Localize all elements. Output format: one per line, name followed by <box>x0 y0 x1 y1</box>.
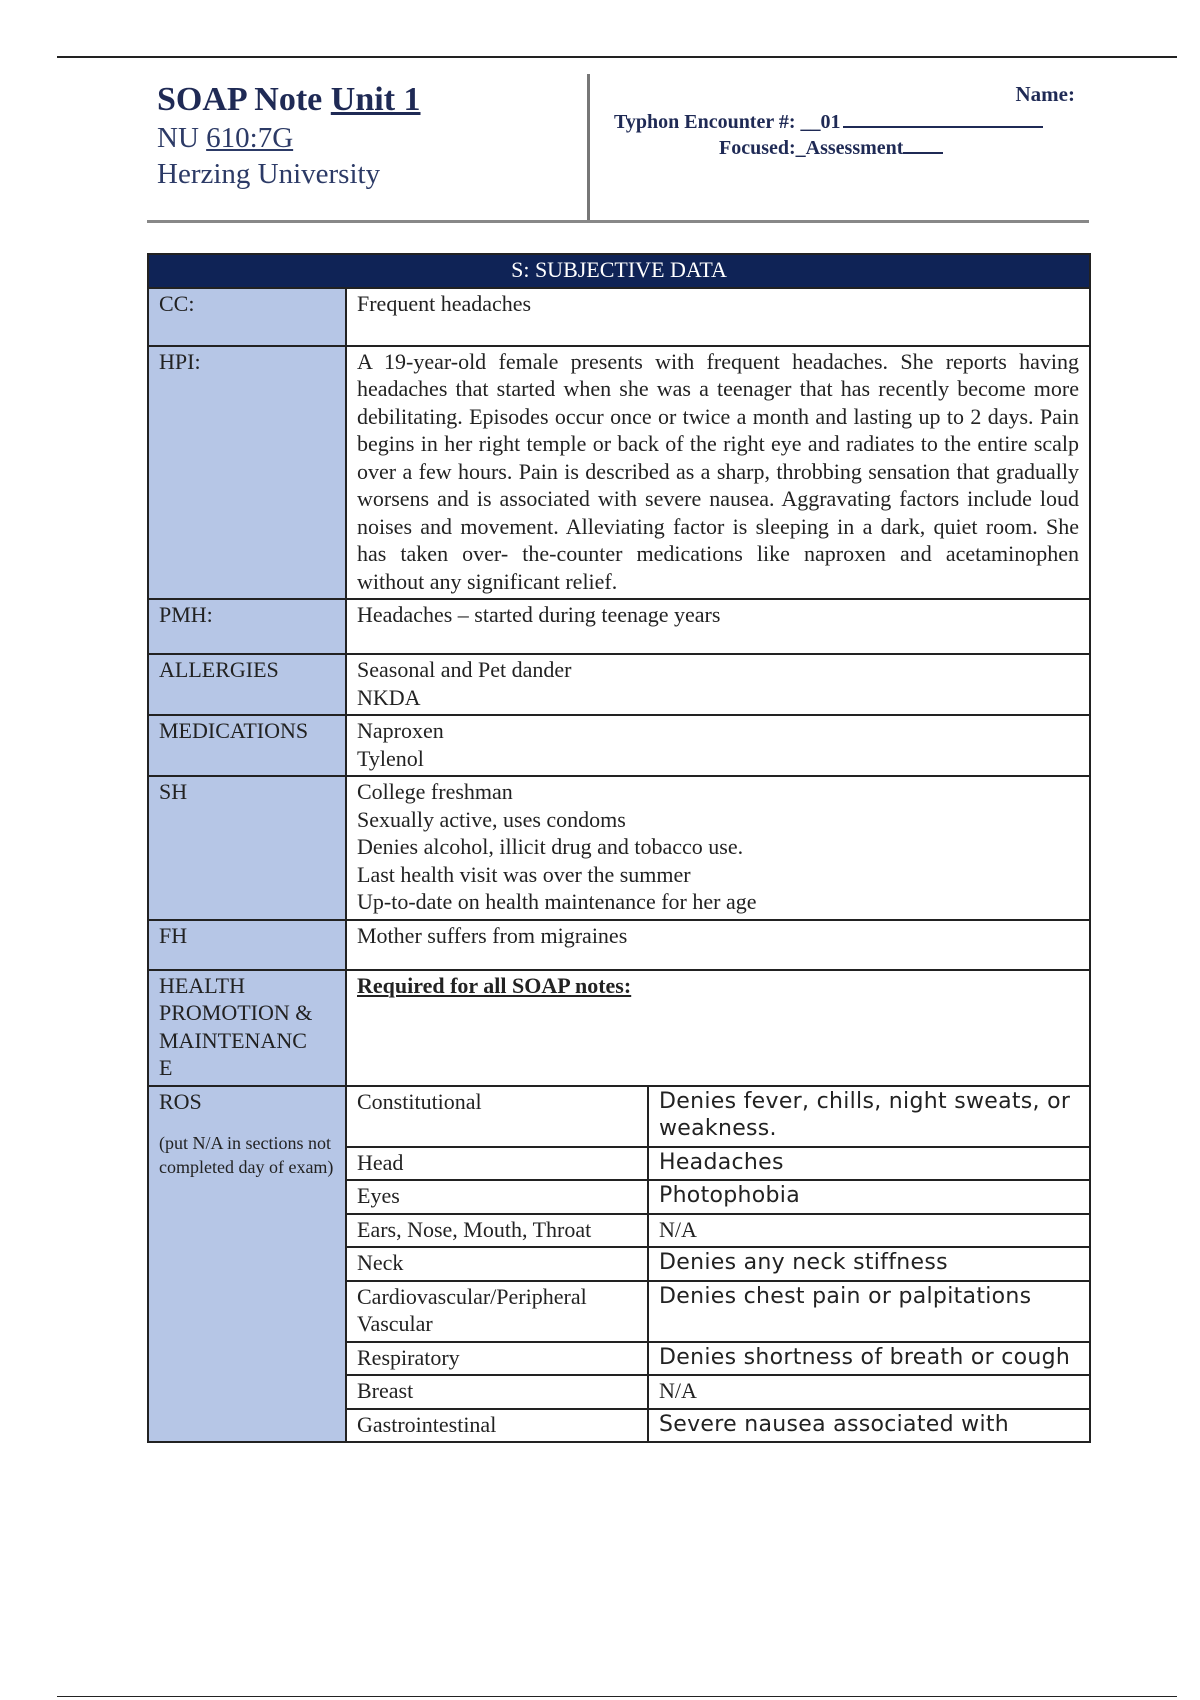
course-line: NU 610:7G <box>157 122 294 154</box>
header-bottom-rule <box>147 220 1089 223</box>
ros-finding: Denies fever, chills, night sweats, or weakness. <box>648 1086 1090 1147</box>
course-code: 610:7G <box>206 122 294 154</box>
sh-line: Up-to-date on health maintenance for her age <box>357 889 757 914</box>
sh-value <box>346 776 1090 920</box>
ros-instruction: (put N/A in sections not completed day of exam) <box>159 1133 334 1177</box>
cc-label: CC: <box>148 288 346 346</box>
bottom-rule <box>57 1696 1177 1697</box>
required-note: Required for all SOAP notes: <box>357 972 632 998</box>
hpi-text: A 19-year-old female presents with frequent headaches. She reports having headaches that started when she was a teenager that has recently become more debilitating. Episodes occur once or twice a month and lasting up to 2 days. Pain begins in her right temple or back of the right eye and radiates to the entire scalp over a few hours. Pain is described as a sharp, throbbing sensation that gradually worsens and is associated with severe nausea. Aggravating factors include loud noises and movement. Alleviating factor is sleeping in a dark, quiet room. She has taken over- the-counter medications like naproxen and acetaminophen without any significant relief. <box>346 346 1090 600</box>
hpi-row <box>148 346 1090 600</box>
medications-row <box>148 715 1090 776</box>
note-title: SOAP Note Unit 1 <box>157 81 421 118</box>
ros-system: Eyes <box>346 1180 648 1214</box>
focused-assessment: Focused:_Assessment <box>719 136 943 160</box>
unit-label: Unit 1 <box>330 81 421 118</box>
health-promotion-value <box>346 970 1090 1086</box>
name-label: Name: <box>1015 82 1075 106</box>
allergy-line: Seasonal and Pet dander <box>357 657 572 682</box>
pmh-label: PMH: <box>148 599 346 654</box>
health-promotion-row <box>148 970 1090 1086</box>
encounter-blank-line <box>843 110 1043 128</box>
section-header-row <box>148 254 1090 288</box>
ros-finding: Photophobia <box>648 1180 1090 1214</box>
ros-finding: Headaches <box>648 1147 1090 1181</box>
document-header <box>147 70 1089 222</box>
ros-system: Respiratory <box>346 1342 648 1376</box>
ros-system: Constitutional <box>346 1086 648 1147</box>
ros-finding: Denies shortness of breath or cough <box>648 1342 1090 1376</box>
allergies-label: ALLERGIES <box>148 654 346 715</box>
sh-label: SH <box>148 776 346 920</box>
cc-value: Frequent headaches <box>346 288 1090 346</box>
sh-line: Last health visit was over the summer <box>357 861 691 887</box>
header-left <box>157 80 421 192</box>
medications-label: MEDICATIONS <box>148 715 346 776</box>
ros-system: Breast <box>346 1375 648 1409</box>
ros-system: Cardiovascular/Peripheral Vascular <box>346 1281 648 1342</box>
ros-row <box>148 1086 1090 1147</box>
ros-system: Gastrointestinal <box>346 1409 648 1443</box>
fh-value: Mother suffers from migraines <box>346 920 1090 970</box>
health-promotion-label: HEALTH PROMOTION & MAINTENANC E <box>148 970 346 1086</box>
pmh-row <box>148 599 1090 654</box>
ros-finding: Denies chest pain or palpitations <box>648 1281 1090 1342</box>
allergies-row <box>148 654 1090 715</box>
ros-system: Ears, Nose, Mouth, Throat <box>346 1214 648 1248</box>
cc-row <box>148 288 1090 346</box>
fh-row <box>148 920 1090 970</box>
top-rule <box>57 56 1177 58</box>
sh-line: Sexually active, uses condoms <box>357 806 626 832</box>
ros-finding: Severe nausea associated with <box>648 1409 1090 1443</box>
pmh-value: Headaches – started during teenage years <box>346 599 1090 654</box>
focused-blank-line <box>903 136 943 154</box>
ros-system: Neck <box>346 1247 648 1281</box>
hpi-label: HPI: <box>148 346 346 600</box>
sh-line: Denies alcohol, illicit drug and tobacco use. <box>357 834 744 859</box>
subjective-data-table <box>147 253 1091 1443</box>
ros-finding: Denies any neck stiffness <box>648 1247 1090 1281</box>
ros-system: Head <box>346 1147 648 1181</box>
allergies-value <box>346 654 1090 715</box>
header-divider <box>587 74 590 220</box>
university-name: Herzing University <box>157 158 381 190</box>
medication-line: Tylenol <box>357 745 424 771</box>
ros-finding: N/A <box>648 1214 1090 1248</box>
ros-label-cell <box>148 1086 346 1443</box>
encounter-number: Typhon Encounter #: __01 <box>614 110 1043 134</box>
section-title: S: SUBJECTIVE DATA <box>148 254 1090 288</box>
ros-finding: N/A <box>648 1375 1090 1409</box>
medication-line: Naproxen <box>357 718 444 743</box>
sh-line: College freshman <box>357 779 513 804</box>
ros-label: ROS <box>159 1088 202 1114</box>
allergy-line: NKDA <box>357 684 421 710</box>
fh-label: FH <box>148 920 346 970</box>
medications-value <box>346 715 1090 776</box>
sh-row <box>148 776 1090 920</box>
